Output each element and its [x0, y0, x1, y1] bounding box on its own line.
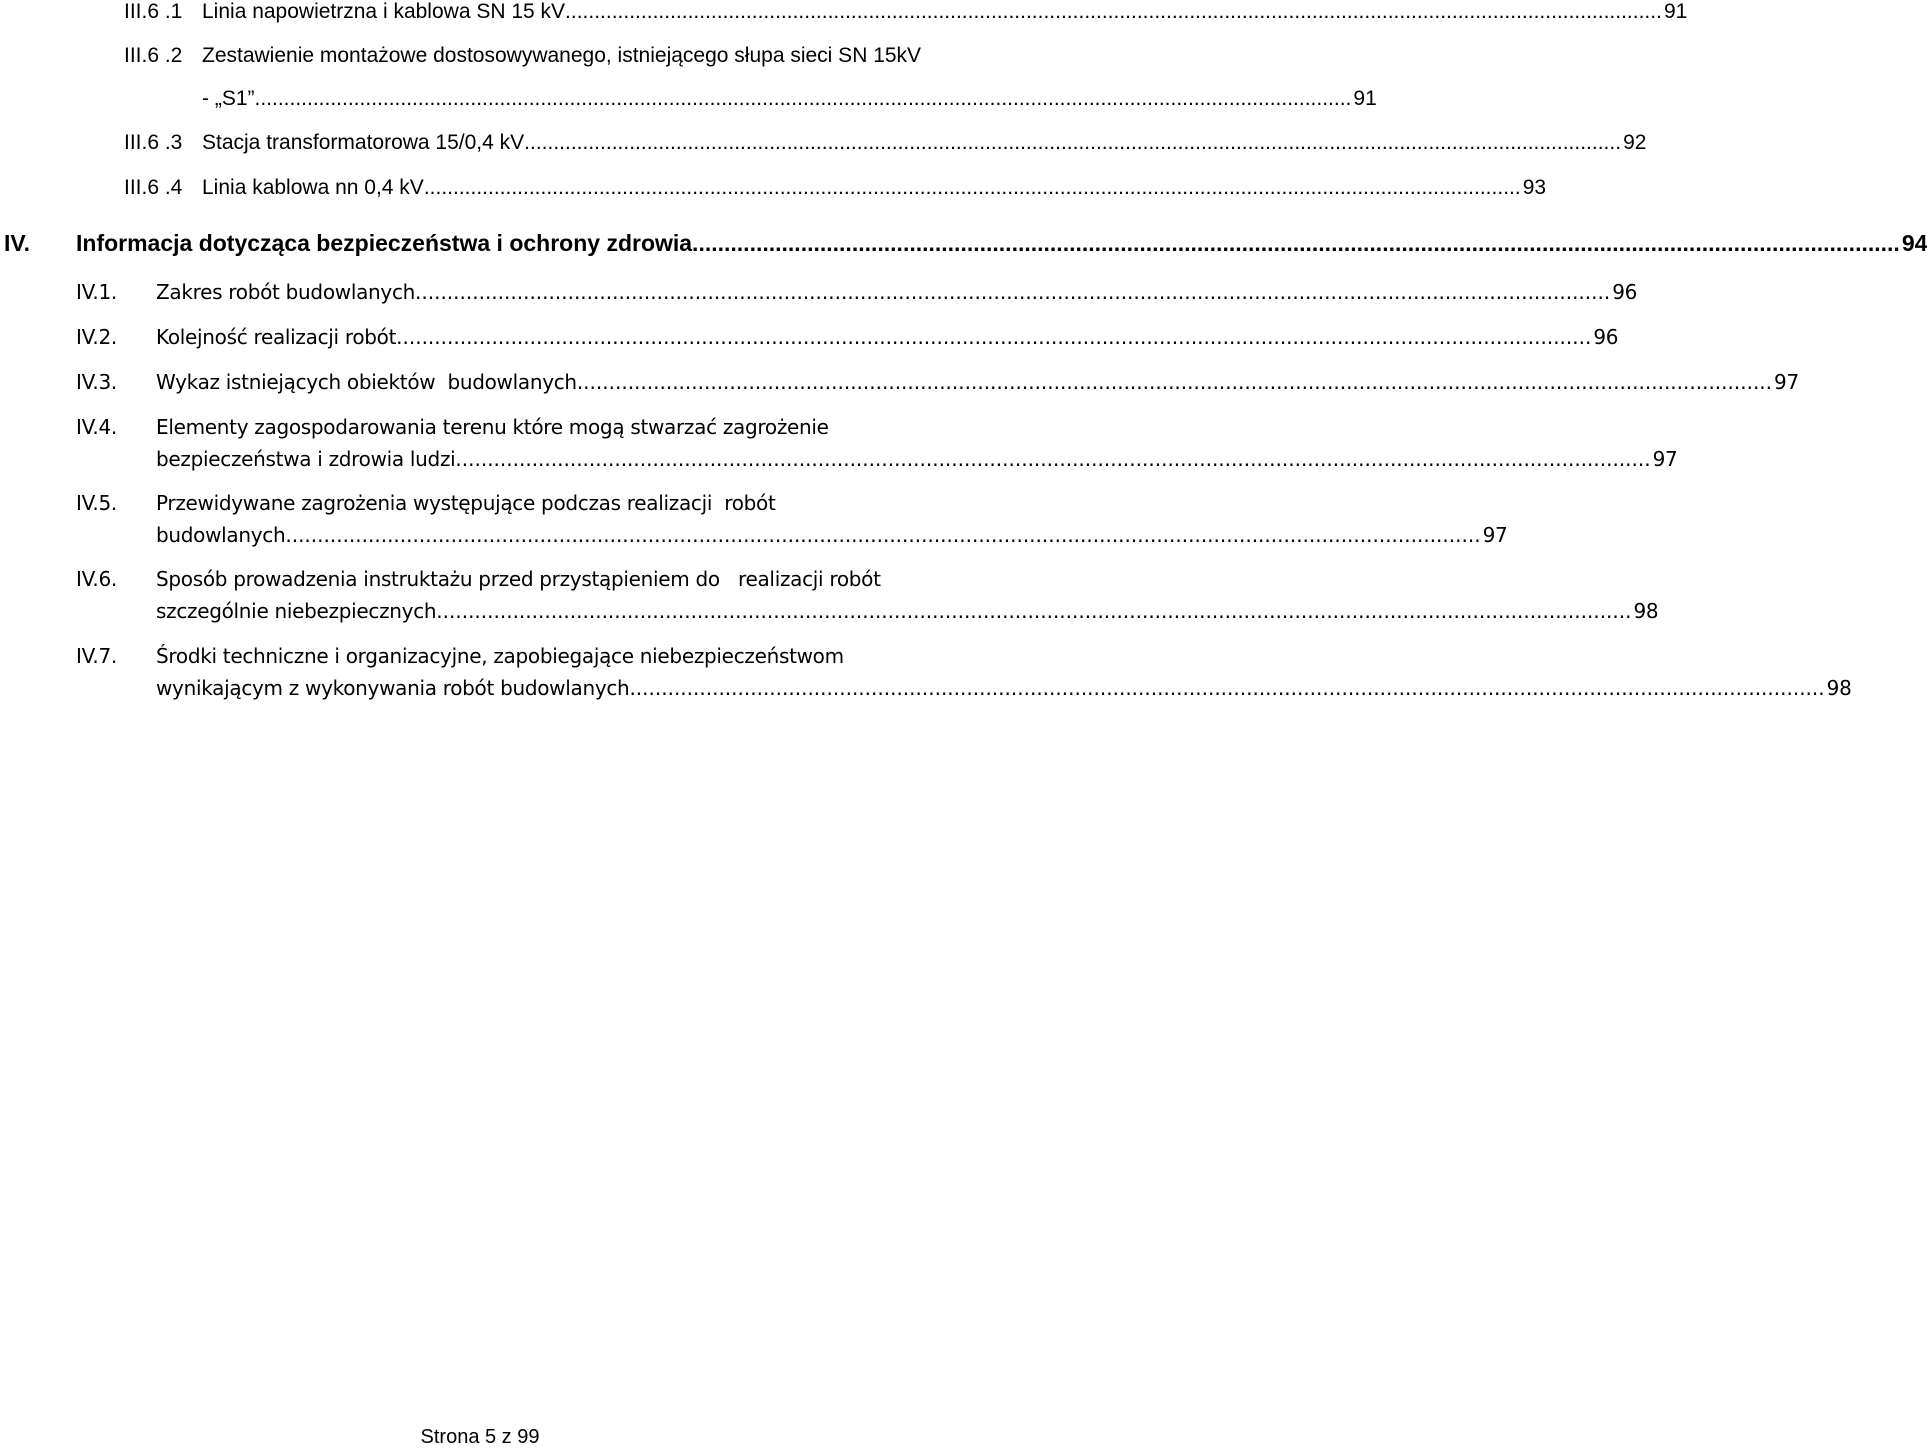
toc-entry[interactable]	[202, 0, 1688, 24]
toc-page-number: 96	[1593, 325, 1619, 349]
toc-title[interactable]: Przewidywane zagrożenia występujące podczas realizacji robót	[156, 491, 776, 515]
toc-entry[interactable]	[156, 325, 1619, 349]
toc-number: IV.3.	[76, 370, 117, 394]
toc-title[interactable]: Sposób prowadzenia instruktażu przed przystąpieniem do realizacji robót	[156, 567, 881, 591]
toc-title-continuation: bezpieczeństwa i zdrowia ludzi	[156, 447, 456, 471]
toc-number: IV.7.	[76, 644, 117, 668]
toc-title[interactable]: Elementy zagospodarowania terenu które mogą stwarzać zagrożenie	[156, 415, 829, 439]
toc-title-continuation: wynikającym z wykonywania robót budowlanych	[156, 676, 630, 700]
toc-chapter-entry[interactable]	[76, 230, 1927, 256]
toc-title: Zakres robót budowlanych	[156, 280, 416, 304]
toc-title-continuation: szczególnie niebezpiecznych	[156, 599, 437, 623]
toc-number: III.6 .3	[124, 131, 183, 154]
toc-leader: ............................................................................................................................................................................................	[698, 230, 1900, 256]
toc-page-number: 93	[1522, 176, 1547, 199]
toc-page-number: 98	[1633, 599, 1659, 623]
toc-entry[interactable]	[202, 131, 1647, 155]
toc-number: IV.6.	[76, 567, 117, 591]
toc-chapter-number: IV.	[4, 230, 31, 256]
toc-page-number: 91	[1663, 0, 1688, 23]
toc-entry[interactable]	[156, 447, 1678, 471]
toc-leader: ............................................................................................................................................................................................	[396, 325, 1592, 349]
toc-number: III.6 .4	[124, 176, 183, 199]
toc-entry[interactable]	[202, 176, 1547, 200]
toc-title-continuation: budowlanych	[156, 523, 286, 547]
toc-page-number: 97	[1652, 447, 1678, 471]
toc-leader: ............................................................................................................................................................................................	[524, 131, 1622, 154]
toc-entry[interactable]	[156, 370, 1799, 394]
toc-entry[interactable]	[156, 523, 1508, 547]
toc-leader: ............................................................................................................................................................................................	[629, 676, 1825, 700]
toc-title: Stacja transformatorowa 15/0,4 kV	[202, 131, 525, 154]
toc-entry[interactable]	[156, 599, 1659, 623]
toc-leader: ............................................................................................................................................................................................	[423, 176, 1521, 199]
toc-number: IV.2.	[76, 325, 117, 349]
toc-page-number: 97	[1774, 370, 1799, 394]
toc-number: IV.1.	[76, 280, 117, 304]
toc-number: IV.4.	[76, 415, 117, 439]
toc-leader: ............................................................................................................................................................................................	[254, 87, 1352, 110]
toc-leader: ............................................................................................................................................................................................	[285, 523, 1481, 547]
page-footer: Strona 5 z 99	[420, 1426, 540, 1448]
toc-page-number: 91	[1353, 87, 1377, 110]
toc-leader: ............................................................................................................................................................................................	[455, 447, 1651, 471]
toc-title-continuation: - „S1”	[202, 87, 255, 110]
toc-title: Wykaz istniejących obiektów budowlanych	[156, 370, 577, 394]
toc-entry[interactable]	[156, 280, 1638, 304]
toc-title: Linia napowietrzna i kablowa SN 15 kV	[202, 0, 566, 23]
toc-leader: ............................................................................................................................................................................................	[576, 370, 1773, 394]
toc-page-number: 94	[1901, 230, 1927, 256]
toc-number: III.6 .1	[124, 0, 183, 23]
toc-leader: ............................................................................................................................................................................................	[436, 599, 1632, 623]
toc-title: Kolejność realizacji robót	[156, 325, 397, 349]
toc-number: III.6 .2	[124, 44, 183, 67]
toc-title: Linia kablowa nn 0,4 kV	[202, 176, 424, 199]
toc-leader: ............................................................................................................................................................................................	[415, 280, 1611, 304]
toc-title[interactable]: Zestawienie montażowe dostosowywanego, istniejącego słupa sieci SN 15kV	[202, 44, 922, 67]
toc-page-number: 97	[1482, 523, 1508, 547]
toc-entry[interactable]	[156, 676, 1852, 700]
toc-title[interactable]: Środki techniczne i organizacyjne, zapobiegające niebezpieczeństwom	[156, 644, 844, 668]
toc-chapter-title: Informacja dotycząca bezpieczeństwa i ochrony zdrowia.	[76, 230, 699, 256]
toc-page-number: 98	[1826, 676, 1852, 700]
toc-entry[interactable]	[202, 87, 1377, 111]
toc-page-number: 96	[1612, 280, 1638, 304]
toc-leader: ............................................................................................................................................................................................	[565, 0, 1662, 23]
toc-number: IV.5.	[76, 491, 117, 515]
toc-page-number: 92	[1623, 131, 1647, 154]
